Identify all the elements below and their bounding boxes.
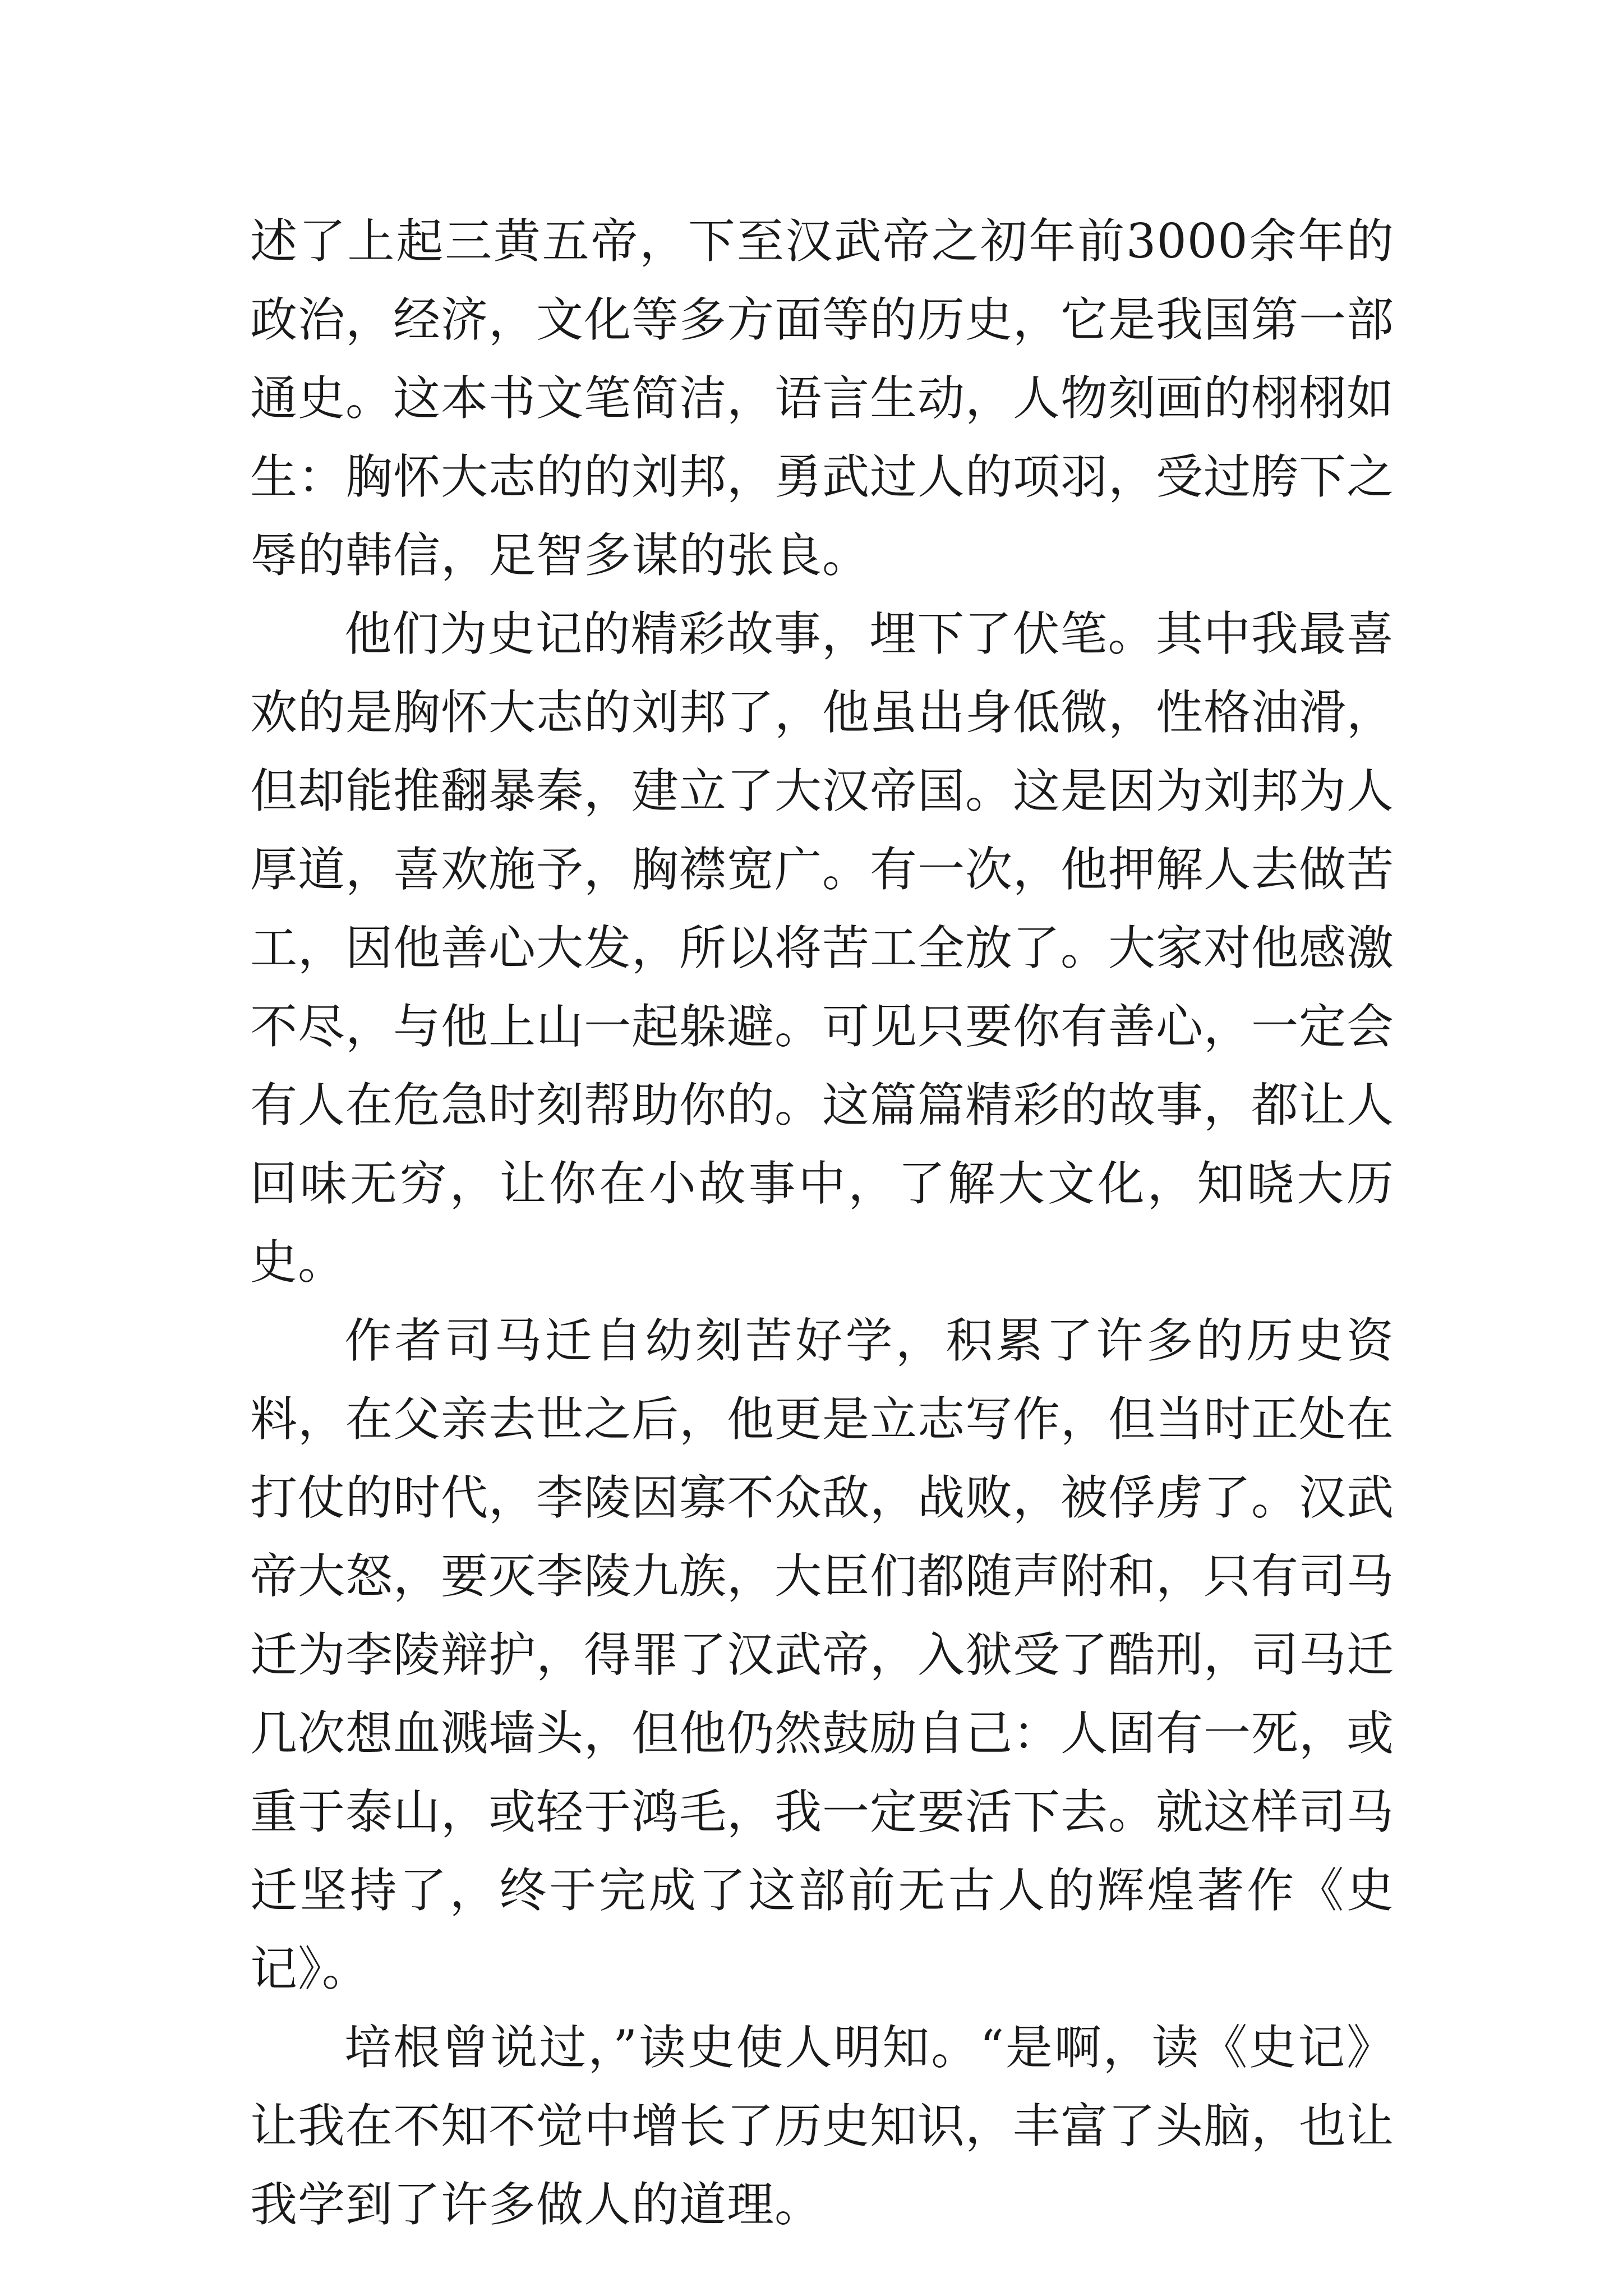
paragraph-2: 他们为史记的精彩故事，埋下了伏笔。其中我最喜欢的是胸怀大志的刘邦了，他虽出身低微，性格油滑，但却能推翻暴秦，建立了大汉帝国。这是因为刘邦为人厚道，喜欢施予，胸襟宽广。有一次，他押解人去做苦工，因他善心大发，所以将苦工全放了。大家对他感激不尽，与他上山一起躲避。可见只要你有善心，一定会有人在危急时刻帮助你的。这篇篇精彩的故事，都让人回味无穷，让你在小故事中，了解大文化，知晓大历史。 (250, 606, 1395, 1290)
body-text (250, 202, 1394, 2244)
paragraph-1: 述了上起三黄五帝，下至汉武帝之初年前3000余年的政治，经济，文化等多方面等的历史，它是我国第一部通史。这本书文笔简洁，语言生动，人物刻画的栩栩如生：胸怀大志的的刘邦，勇武过人的项羽，受过胯下之辱的韩信，足智多谋的张良。 (250, 214, 1395, 583)
paragraph-4: 培根曾说过，”读史使人明知。“是啊，读《史记》让我在不知不觉中增长了历史知识，丰富了头脑，也让我学到了许多做人的道理。 (250, 2020, 1395, 2232)
paragraph-3: 作者司马迁自幼刻苦好学，积累了许多的历史资料，在父亲去世之后，他更是立志写作，但当时正处在打仗的时代，李陵因寡不众敌，战败，被俘虏了。汉武帝大怒，要灭李陵九族，大臣们都随声附和，只有司马迁为李陵辩护，得罪了汉武帝，入狱受了酷刑，司马迁几次想血溅墙头，但他仍然鼓励自己：人固有一死，或重于泰山，或轻于鸿毛，我一定要活下去。就这样司马迁坚持了，终于完成了这部前无古人的辉煌著作《史记》。 (250, 1313, 1395, 1996)
